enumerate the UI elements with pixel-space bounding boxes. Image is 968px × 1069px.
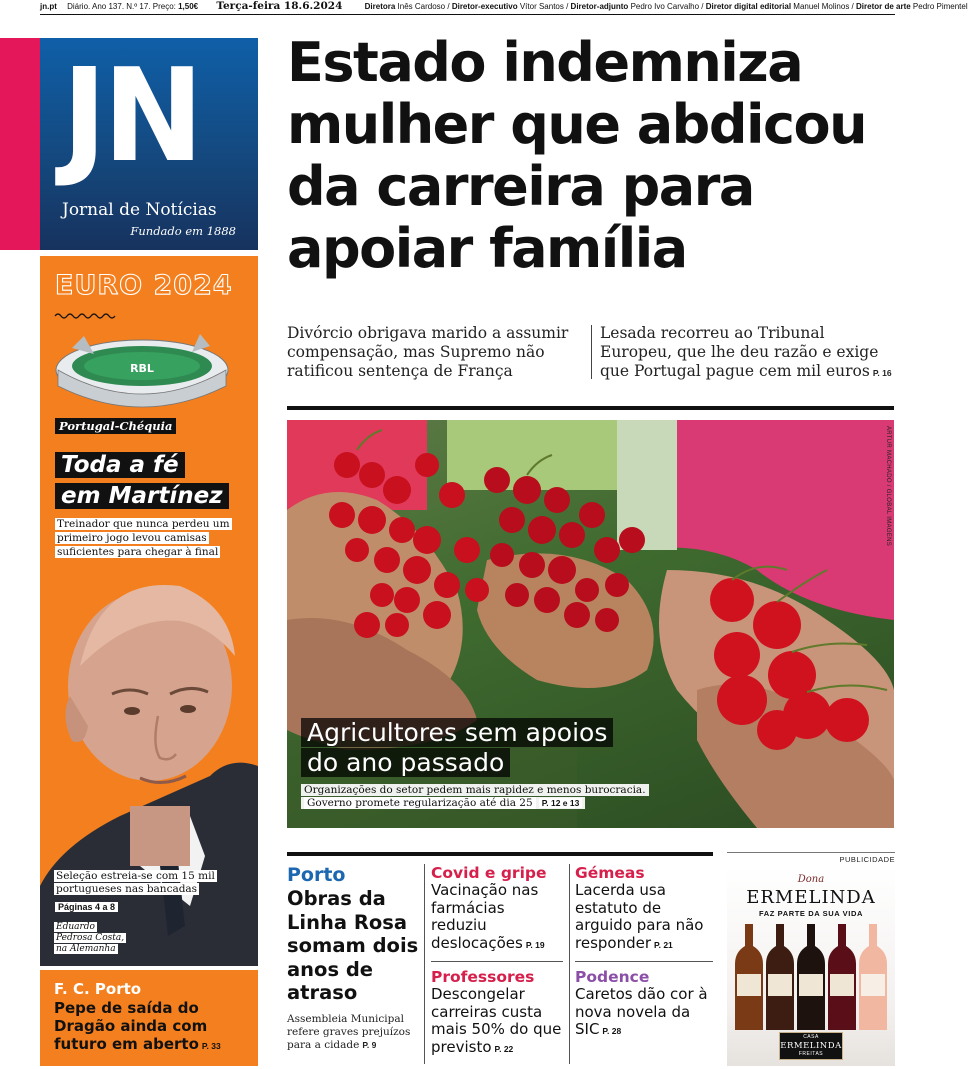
page-ref: P. 28 bbox=[602, 1026, 622, 1036]
bottom-rule bbox=[287, 852, 713, 856]
stadium-icon bbox=[54, 328, 234, 408]
page-ref: P. 22 bbox=[494, 1043, 514, 1054]
issue-date: Terça-feira 18.6.2024 bbox=[216, 0, 343, 12]
stadium-label: RBL bbox=[130, 362, 154, 375]
wine-bottle-icon bbox=[859, 924, 887, 1030]
wine-bottle-icon bbox=[828, 924, 856, 1030]
masthead-accent-strip bbox=[0, 38, 40, 250]
euro-caption: Seleção estreia-se com 15 mil portugueses nas bancadas bbox=[56, 870, 215, 895]
porto-headline: Obras da Linha Rosa somam dois anos de atraso bbox=[287, 887, 419, 1004]
brief-text: Lacerda usa estatuto de arguido para não responder P. 21 bbox=[575, 881, 704, 952]
ad-brand: ERMELINDA bbox=[746, 887, 876, 908]
wine-bottles-illustration bbox=[727, 924, 895, 1034]
brief-covid[interactable] bbox=[431, 864, 563, 954]
ad-slogan: FAZ PARTE DA SUA VIDA bbox=[759, 909, 863, 918]
brief-gemeas[interactable] bbox=[575, 864, 713, 954]
porto-story[interactable] bbox=[287, 864, 419, 1052]
page-ref: P. 16 bbox=[872, 368, 892, 378]
deck-divider bbox=[591, 325, 592, 379]
porto-sub: Assembleia Municipal refere graves prejuízos para a cidade P. 9 bbox=[287, 1012, 411, 1051]
cherries-photo[interactable] bbox=[287, 420, 894, 828]
photo-story-sub: Organizações do setor pedem mais rapidez e menos burocracia. Governo promete regularização até dia 25 P. 12 e 13 bbox=[301, 784, 649, 810]
brief-text: Caretos dão cor à nova novela da SIC P. 28 bbox=[575, 985, 708, 1038]
site-url[interactable]: jn.pt bbox=[40, 2, 57, 11]
photo-story-title[interactable]: Agricultores sem apoios do ano passado bbox=[301, 718, 613, 778]
brief-kicker: Gémeas bbox=[575, 864, 645, 882]
price: 1,50€ bbox=[178, 2, 199, 11]
ad-label: PUBLICIDADE bbox=[839, 855, 895, 864]
wine-advertisement[interactable] bbox=[727, 866, 895, 1066]
page-ref: P. 33 bbox=[201, 1041, 221, 1051]
masthead-logo[interactable] bbox=[40, 38, 258, 250]
squiggle-icon bbox=[55, 312, 115, 320]
lead-headline[interactable]: Estado indemniza mulher que abdicou da carreira para apoiar família bbox=[287, 31, 867, 280]
newspaper-name: Jornal de Notícias bbox=[62, 200, 217, 220]
fcporto-kicker: F. C. Porto bbox=[54, 980, 142, 998]
logo-initials: JN bbox=[62, 42, 200, 191]
ad-dona: Dona bbox=[797, 874, 825, 885]
porto-kicker: Porto bbox=[287, 864, 346, 886]
brief-kicker: Podence bbox=[575, 968, 650, 986]
euro-2024-badge: EURO 2024 bbox=[55, 270, 233, 301]
euro-headline[interactable]: Toda a fé em Martínez bbox=[55, 450, 255, 512]
founded-line: Fundado em 1888 bbox=[130, 224, 236, 238]
section-rule bbox=[287, 406, 894, 410]
brief-kicker: Professores bbox=[431, 968, 535, 986]
brief-text: Descongelar carreiras custa mais 50% do que previsto P. 22 bbox=[431, 985, 562, 1056]
brief-professores[interactable] bbox=[431, 968, 563, 1058]
lead-deck-left: Divórcio obrigava marido a assumir compensação, mas Supremo não ratificou sentença de França bbox=[287, 324, 569, 380]
issue-info: Diário. Ano 137. N.º 17. Preço: bbox=[67, 2, 179, 11]
euro-sub: Treinador que nunca perdeu um primeiro jogo levou camisas suficientes para chegar à final bbox=[57, 518, 230, 558]
page-ref: P. 19 bbox=[525, 939, 545, 950]
euro-column[interactable] bbox=[40, 256, 258, 966]
lead-deck-right: Lesada recorreu ao Tribunal Europeu, que lhe deu razão e exige que Portugal pague cem mil euros P. 16 bbox=[600, 324, 892, 380]
wine-bottle-icon bbox=[735, 924, 763, 1030]
brief-kicker: Covid e gripe bbox=[431, 864, 547, 882]
page-ref: P. 9 bbox=[362, 1039, 377, 1050]
page-ref: P. 12 e 13 bbox=[539, 798, 583, 808]
brief-divider bbox=[431, 961, 563, 962]
column-divider bbox=[569, 864, 570, 1064]
fcporto-box[interactable] bbox=[40, 970, 258, 1066]
euro-photo-credit: Eduardo Pedrosa Costa, na Alemanha bbox=[56, 922, 125, 954]
fcporto-headline: Pepe de saída do Dragão ainda com futuro em aberto P. 33 bbox=[54, 999, 221, 1053]
wine-bottle-icon bbox=[797, 924, 825, 1030]
match-tag: Portugal-Chéquia bbox=[55, 418, 176, 434]
photo-credit: ARTUR MACHADO / GLOBAL IMAGENS bbox=[885, 426, 891, 547]
euro-pages: Páginas 4 a 8 bbox=[55, 902, 118, 912]
top-info-bar bbox=[40, 0, 968, 14]
brief-divider bbox=[575, 961, 713, 962]
staff-credits: Diretora Inês Cardoso / Diretor-executivo Vítor Santos / Diretor-adjunto Pedro Ivo Carvalho / Diretor digital editorial Manuel Molinos / Diretor de arte Pedro Pimentel bbox=[364, 2, 968, 11]
page-ref: P. 21 bbox=[654, 939, 673, 950]
column-divider bbox=[424, 864, 425, 1064]
ad-rule bbox=[727, 852, 895, 853]
wine-bottle-icon bbox=[766, 924, 794, 1030]
top-rule bbox=[40, 14, 895, 15]
brief-column-right bbox=[575, 864, 713, 1041]
brief-column-middle bbox=[431, 864, 563, 1058]
brief-podence[interactable] bbox=[575, 968, 713, 1041]
ad-badge: CASA ERMELINDA FREITAS bbox=[779, 1032, 843, 1060]
brief-text: Vacinação nas farmácias reduziu deslocações P. 19 bbox=[431, 881, 545, 952]
